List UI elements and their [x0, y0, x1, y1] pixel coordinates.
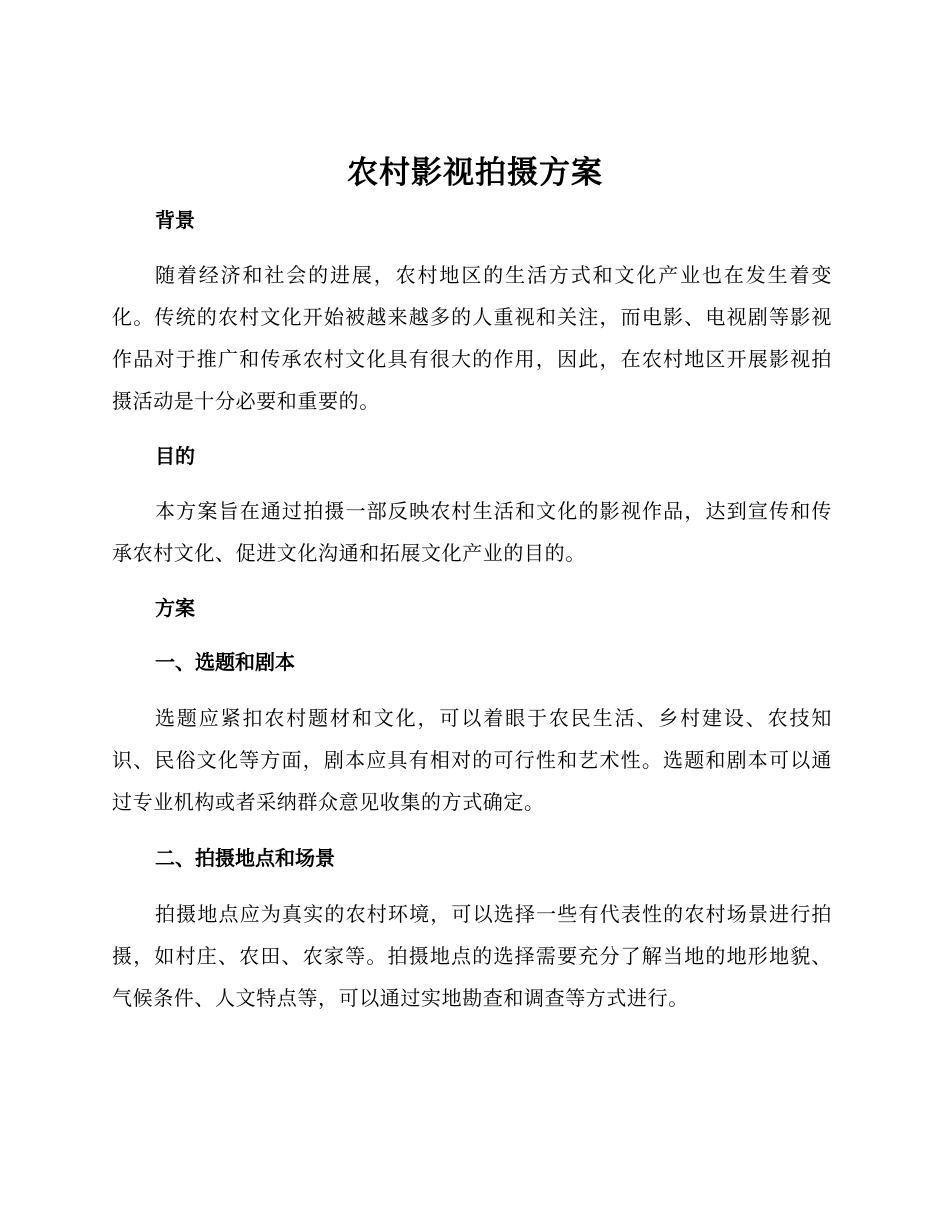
document-title: 农村影视拍摄方案: [347, 155, 603, 191]
section-heading-background: 背景: [155, 208, 195, 232]
section-heading-purpose: 目的: [155, 444, 195, 468]
section-heading-topic: 一、选题和剧本: [155, 650, 295, 674]
paragraph-topic: 选题应紧扣农村题材和文化，可以着眼于农民生活、乡村建设、农技知识、民俗文化等方面，剧本应具有相对的可行性和艺术性。选题和剧本可以通过专业机构或者采纳群众意见收集的方式确定。: [112, 706, 832, 814]
paragraph-location: 拍摄地点应为真实的农村环境，可以选择一些有代表性的农村场景进行拍摄，如村庄、农田、农家等。拍摄地点的选择需要充分了解当地的地形地貌、气候条件、人文特点等，可以通过实地勘查和调查等方式进行。: [112, 902, 832, 1010]
paragraph-purpose: 本方案旨在通过拍摄一部反映农村生活和文化的影视作品，达到宣传和传承农村文化、促进文化沟通和拓展文化产业的目的。: [112, 499, 832, 565]
section-heading-location: 二、拍摄地点和场景: [155, 846, 335, 870]
paragraph-background: 随着经济和社会的进展，农村地区的生活方式和文化产业也在发生着变化。传统的农村文化开始被越来越多的人重视和关注，而电影、电视剧等影视作品对于推广和传承农村文化具有很大的作用，因此，在农村地区开展影视拍摄活动是十分必要和重要的。: [112, 263, 832, 413]
section-heading-plan: 方案: [155, 596, 195, 620]
